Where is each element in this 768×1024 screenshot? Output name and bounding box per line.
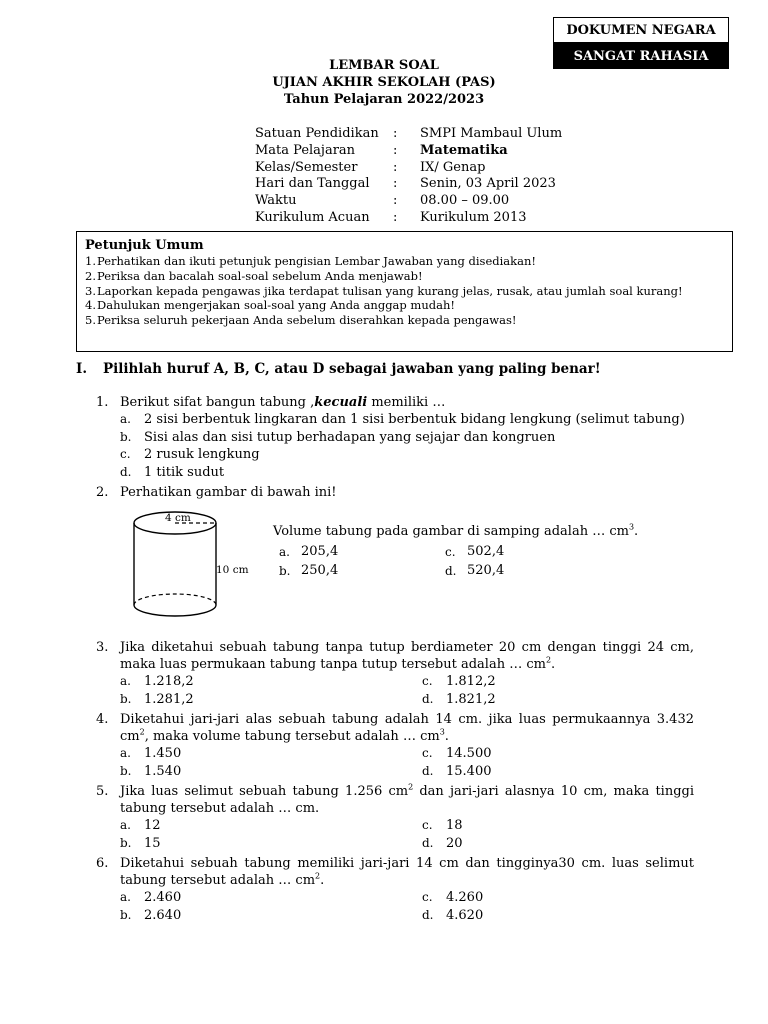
info-row (255, 143, 562, 160)
option-d[interactable]: d. 4.620 (422, 907, 484, 923)
option-a[interactable]: a. 2 sisi berbentuk lingkaran dan 1 sisi berbentuk bidang lengkung (selimut tabung) (120, 412, 685, 427)
info-value: Senin, 03 April 2023 (420, 176, 556, 192)
option-c[interactable]: c. 4.260 (422, 890, 484, 905)
info-value: SMPI Mambaul Ulum (420, 126, 563, 141)
option-c[interactable]: c. 1.812,2 (422, 674, 496, 689)
option-a[interactable]: a. 2.460 (120, 890, 182, 905)
info-colon: : (393, 159, 398, 175)
option-c[interactable]: c. 18 (422, 818, 463, 833)
info-row (255, 126, 562, 143)
question-4 (96, 711, 694, 780)
q2-question-text: Volume tabung pada gambar di samping adalah … $cm^3$. (273, 522, 639, 539)
question-number: 4. (96, 712, 109, 727)
info-colon: : (393, 126, 398, 141)
info-label: Kurikulum Acuan (255, 209, 370, 225)
title-tahun: Tahun Pelajaran 2022/2023 (283, 92, 485, 107)
option-a[interactable]: a. 12 (120, 818, 161, 833)
options-grid (120, 817, 694, 852)
options-grid (120, 745, 694, 780)
options-grid (120, 673, 694, 708)
question-text: Jika diketahui sebuah tabung tanpa tutup berdiameter 20 cm dengan tinggi 24 cm, maka luas permukaan tabung tanpa tutup tersebut adalah … $cm^2$. (120, 640, 694, 672)
question-number: 2. (96, 485, 109, 500)
option-c[interactable]: c. 14.500 (422, 746, 492, 761)
question-1 (96, 394, 694, 481)
info-row (255, 176, 562, 193)
exam-info (255, 126, 562, 227)
cylinder-figure (128, 506, 268, 626)
question-number: 1. (96, 395, 109, 410)
info-label: Waktu (255, 193, 297, 209)
question-text: Jika luas selimut sebuah tabung 1.256 $cm^2$ dan jari-jari alasnya 10 cm, maka tinggi tabung tersebut adalah … cm. (120, 782, 694, 816)
info-colon: : (393, 142, 398, 158)
option-c[interactable]: c. 2 rusuk lengkung (120, 447, 260, 462)
option-b[interactable]: b. 1.281,2 (120, 691, 194, 707)
height-label: 10 cm (216, 564, 249, 576)
question-number: 3. (96, 640, 109, 655)
option-b[interactable]: b. Sisi alas dan sisi tutup berhadapan yang sejajar dan kongruen (120, 429, 556, 445)
option-b[interactable]: b. 2.640 (120, 907, 182, 923)
title-ujian: UJIAN AKHIR SEKOLAH (PAS) (272, 75, 496, 90)
general-instructions-box (76, 231, 733, 352)
info-label: Hari dan Tanggal (255, 176, 370, 192)
info-label: Kelas/Semester (255, 159, 358, 175)
question-text: Berikut sifat bangun tabung ,kecuali memiliki … (120, 395, 446, 410)
question-5 (96, 783, 694, 852)
dokumen-negara-badge: DOKUMEN NEGARA (553, 17, 729, 43)
option-b[interactable]: b. 250,4 (279, 562, 339, 578)
instruction-item: 1. Perhatikan dan ikuti petunjuk pengisian Lembar Jawaban yang disediakan! (85, 254, 537, 268)
question-text: Diketahui sebuah tabung memiliki jari-jari 14 cm dan tingginya30 cm. luas selimut tabung tersebut adalah … $cm^2$. (120, 856, 694, 888)
info-row (255, 193, 562, 210)
option-d[interactable]: d. 1.821,2 (422, 691, 496, 707)
info-label: Mata Pelajaran (255, 142, 356, 158)
option-a[interactable]: a. 1.450 (120, 746, 182, 761)
section-instruction: Pilihlah huruf A, B, C, atau D sebagai jawaban yang paling benar! (103, 361, 601, 377)
instruction-item: 2. Periksa dan bacalah soal-soal sebelum Anda menjawab! (85, 268, 423, 283)
option-d[interactable]: d. 520,4 (445, 562, 505, 578)
info-value: IX/ Genap (420, 159, 486, 175)
instructions-title: Petunjuk Umum (85, 238, 204, 253)
section-number: I. (76, 361, 88, 377)
option-a[interactable]: a. 205,4 (279, 544, 339, 559)
info-value: Matematika (420, 142, 508, 158)
info-value: 08.00 – 09.00 (420, 193, 510, 209)
instruction-item: 4. Dahulukan mengerjakan soal-soal yang Anda anggap mudah! (85, 298, 455, 313)
instruction-item: 3. Laporkan kepada pengawas jika terdapat tulisan yang kurang jelas, rusak, atau jumlah soal kurang! (85, 283, 683, 298)
title-lembar-soal: LEMBAR SOAL (329, 58, 439, 73)
question-number: 6. (96, 856, 109, 871)
info-value: Kurikulum 2013 (420, 209, 527, 225)
option-a[interactable]: a. 1.218,2 (120, 674, 194, 689)
info-colon: : (393, 176, 398, 192)
radius-label: 4 cm (165, 512, 191, 524)
info-colon: : (393, 209, 398, 225)
question-3 (96, 639, 694, 708)
info-label: Satuan Pendidikan (255, 126, 379, 141)
q2-options (279, 543, 565, 580)
question-text: Perhatikan gambar di bawah ini! (120, 485, 337, 500)
option-b[interactable]: b. 1.540 (120, 763, 182, 779)
info-row (255, 210, 562, 227)
sangat-rahasia-badge: SANGAT RAHASIA (553, 43, 729, 69)
options-grid (120, 889, 694, 924)
question-2 (96, 484, 694, 501)
question-6 (96, 855, 694, 924)
option-d[interactable]: d. 1 titik sudut (120, 464, 225, 480)
option-c[interactable]: c. 502,4 (445, 544, 505, 559)
question-text: Diketahui jari-jari alas sebuah tabung adalah 14 cm. jika luas permukaannya 3.432 $cm^2$, maka volume tabung tersebut adalah … $cm^3$. (120, 712, 694, 744)
info-colon: : (393, 193, 398, 209)
option-b[interactable]: b. 15 (120, 835, 161, 851)
question-number: 5. (96, 784, 109, 799)
info-row (255, 160, 562, 177)
option-d[interactable]: d. 20 (422, 835, 463, 851)
option-d[interactable]: d. 15.400 (422, 763, 492, 779)
section-heading (76, 361, 601, 377)
instruction-item: 5. Periksa seluruh pekerjaan Anda sebelum diserahkan kepada pengawas! (85, 313, 517, 328)
